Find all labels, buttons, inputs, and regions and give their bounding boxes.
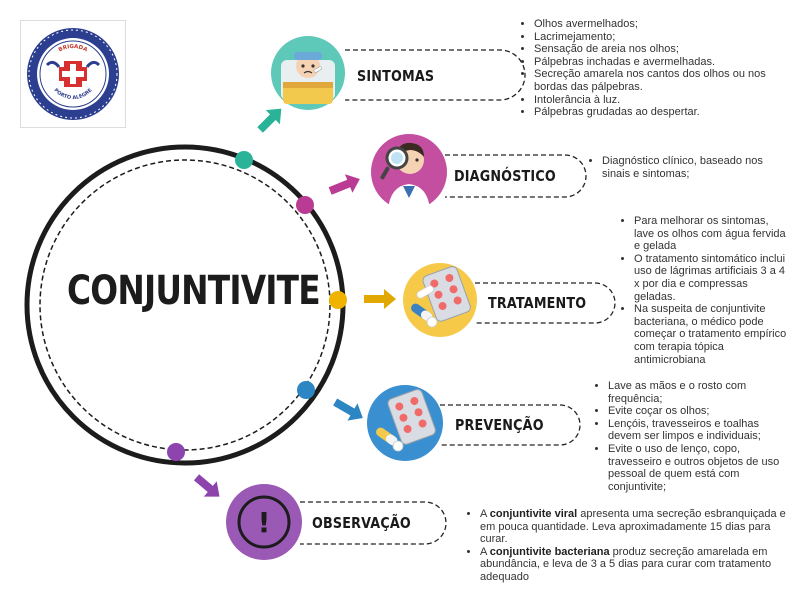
sick-person-icon [271, 36, 345, 110]
logo-top-text: BRIGADA [57, 43, 89, 54]
label-prevencao: PREVENÇÃO [455, 416, 544, 434]
desc-prevencao-item: • Lençóis, travesseiros e toalhas devem ser limpos e individuais; [608, 418, 790, 443]
desc-tratamento-item: • Para melhorar os sintomas, lave os olhos com água fervida e gelada [634, 215, 790, 253]
logo-bottom-text: PORTO ALEGRE [52, 87, 94, 102]
label-sintomas: SINTOMAS [357, 67, 435, 85]
dot-diagnostico [296, 196, 314, 214]
arrow-sintomas [253, 102, 288, 137]
desc-prevencao [594, 380, 790, 493]
arrow-tratamento [364, 289, 396, 309]
page-title: CONJUNTIVITE [67, 268, 320, 314]
desc-diagnostico [588, 155, 788, 180]
arrow-observacao [190, 470, 226, 505]
desc-sintomas-item: • Intolerância à luz. [534, 94, 790, 107]
desc-sintomas [520, 18, 790, 119]
dot-tratamento [329, 291, 347, 309]
observacao-icon-symbol: ! [257, 506, 271, 539]
highlight-bacteriana: conjuntivite bacteriana [489, 545, 610, 558]
medicine-pack-icon [367, 385, 443, 461]
label-tratamento: TRATAMENTO [488, 294, 587, 312]
desc-sintomas-item: • Lacrimejamento; [534, 31, 790, 44]
logo [20, 20, 126, 128]
desc-observacao [466, 508, 788, 584]
label-diagnostico: DIAGNÓSTICO [454, 167, 556, 185]
dot-observacao [167, 443, 185, 461]
arrow-prevencao [330, 393, 368, 426]
desc-tratamento [620, 215, 790, 366]
desc-prevencao-item: • Evite o uso de lenço, copo, travesseiro e outros objetos de uso pessoal de quem está com conjuntivite; [608, 443, 790, 493]
desc-observacao-item: • A conjuntivite viral apresenta uma secreção esbranquiçada e em pouca quantidade. Leva aproximadamente 15 dias para curar. [480, 508, 788, 546]
doctor-magnifier-icon [371, 134, 447, 210]
arrow-diagnostico [326, 170, 363, 201]
exclamation-icon [226, 484, 302, 560]
pills-icon [403, 263, 477, 337]
dot-prevencao [297, 381, 315, 399]
label-observacao: OBSERVAÇÃO [312, 514, 411, 532]
desc-tratamento-item: • O tratamento sintomático inclui uso de lágrimas artificiais 3 a 4 x por dia e compressas geladas. [634, 253, 790, 303]
dot-sintomas [235, 151, 253, 169]
desc-observacao-item: • A conjuntivite bacteriana produz secreção amarelada em abundância, e leva de 3 a 5 dias para curar com tratamento adequado [480, 546, 788, 584]
desc-sintomas-item: • Olhos avermelhados; [534, 18, 790, 31]
desc-sintomas-item: • Pálpebras grudadas ao despertar. [534, 106, 790, 119]
desc-sintomas-item: • Sensação de areia nos olhos; [534, 43, 790, 56]
desc-sintomas-item: • Pálpebras inchadas e avermelhadas. [534, 56, 790, 69]
desc-prevencao-item: • Lave as mãos e o rosto com frequência; [608, 380, 790, 405]
desc-sintomas-item: • Secreção amarela nos cantos dos olhos ou nos bordas das pálpebras. [534, 68, 790, 93]
desc-tratamento-item: • Na suspeita de conjuntivite bacteriana, o médico pode começar o tratamento empírico com terapia tópica antimicrobiana [634, 303, 790, 366]
desc-prevencao-item: • Evite coçar os olhos; [608, 405, 790, 418]
desc-diagnostico-item: • Diagnóstico clínico, baseado nos sinais e sintomas; [602, 155, 788, 180]
highlight-viral: conjuntivite viral [489, 508, 578, 520]
